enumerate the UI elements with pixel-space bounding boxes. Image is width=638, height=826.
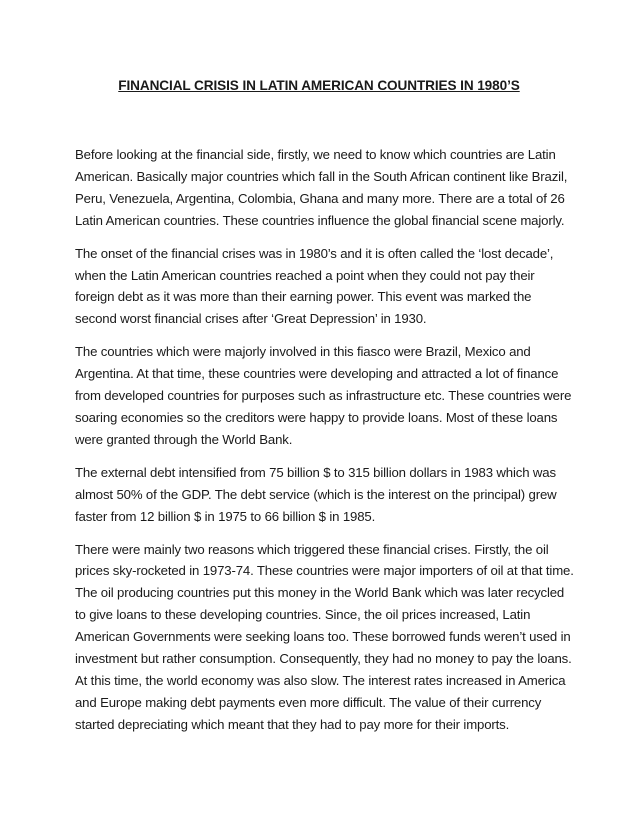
document-title: FINANCIAL CRISIS IN LATIN AMERICAN COUNTRIES IN 1980’S [118,78,520,93]
paragraph-onset: The onset of the financial crises was in 1980’s and it is often called the ‘lost decade’, when the Latin American countries reached a point when they could not pay their foreign debt as it was more than their earning power. This event was marked the second worst financial crises after ‘Great Depression’ in 1930. [75,245,554,327]
paragraph-debt: The external debt intensified from 75 billion $ to 315 billion dollars in 1983 which was almost 50% of the GDP. The debt service (which is the interest on the principal) grew faster from 12 billion $ in 1975 to 66 billion $ in 1985. [75,464,557,524]
document-body [75,144,575,747]
paragraph-reasons: There were mainly two reasons which triggered these financial crises. Firstly, the oil prices sky-rocketed in 1973-74. These countries were major importers of oil at that time. The oil producing countries put this money in the World Bank which was later recycled to give loans to these developing countries. Since, the oil prices increased, Latin American Governments were seeking loans too. These borrowed funds weren’t used in investment but rather consumption. Consequently, they had no money to pay the loans. At this time, the world economy was also slow. The interest rates increased in America and Europe making debt payments even more difficult. The value of their currency started depreciating which meant that they had to pay more for their imports. [75,541,574,732]
paragraph-intro: Before looking at the financial side, firstly, we need to know which countries are Latin American. Basically major countries which fall in the South African continent like Brazil, Peru, Venezuela, Argentina, Colombia, Ghana and many more. There are a total of 26 Latin American countries. These countries influence the global financial scene majorly. [75,147,568,228]
paragraph-countries: The countries which were majorly involved in this fiasco were Brazil, Mexico and Argentina. At that time, these countries were developing and attracted a lot of finance from developed countries for purposes such as infrastructure etc. These countries were soaring economies so the creditors were happy to provide loans. Most of these loans were granted through the World Bank. [75,344,572,447]
